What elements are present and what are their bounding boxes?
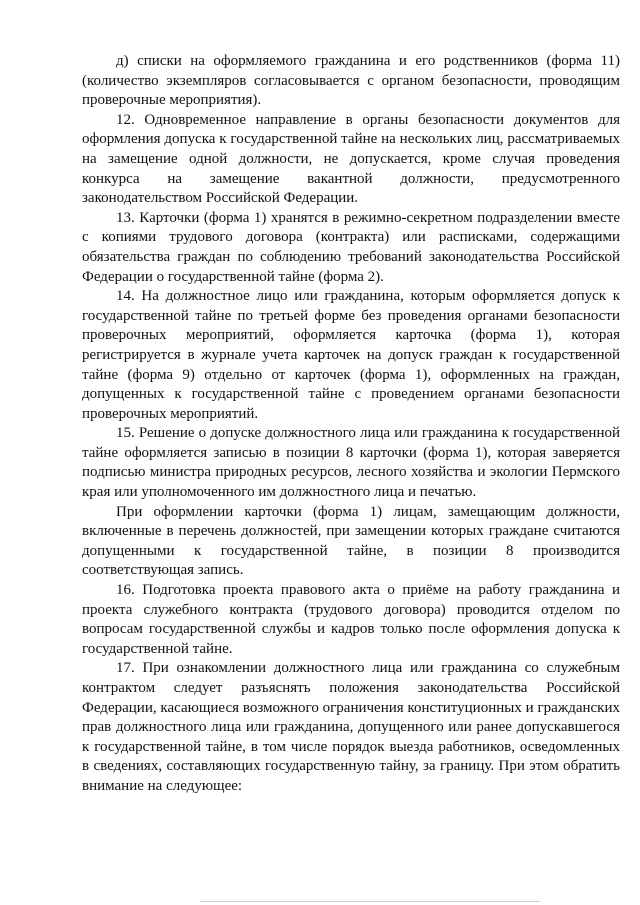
page-bottom-edge <box>200 901 540 902</box>
paragraph-11d: д) списки на оформляемого гражданина и его родственников (форма 11) (количество экземпляров согласовывается с органом безопасности, проводящим проверочные мероприятия). <box>82 53 620 109</box>
paragraph-16: 16. Подготовка проекта правового акта о приёме на работу гражданина и проекта служебного контракта (трудового договора) проводится отделом по вопросам государственной службы и кадров только после оформления допуска к государственной тайне. <box>82 582 620 657</box>
paragraph-15: 15. Решение о допуске должностного лица или гражданина к государственной тайне оформляется записью в позиции 8 карточки (форма 1), которая заверяется подписью министра природных ресурсов, лесного хозяйства и экологии Пермского края или уполномоченного им должностного лица и печатью. <box>82 425 620 501</box>
paragraph-14: 14. На должностное лицо или гражданина, которым оформляется допуск к государственной тайне по третьей форме без проведения органами безопасности проверочных мероприятий, оформляется карточка (форма 1), которая регистрируется в журнале учета карточек на допуск граждан к государственной тайне (форма 9) отдельно от карточек (форма 1), оформленных на граждан, допущенных к государственной тайне с проведением органами безопасности проверочных мероприятий. <box>82 288 620 422</box>
paragraph-12: 12. Одновременное направление в органы безопасности документов для оформления допуска к государственной тайне на нескольких лиц, рассматриваемых на замещение одной должности, не допускается, кроме случая проведения конкурса на замещение вакантной должности, предусмотренного законодательством Российской Федерации. <box>82 111 620 207</box>
paragraph-15-continuation: При оформлении карточки (форма 1) лицам, замещающим должности, включенные в перечень должностей, при замещении которых граждане считаются допущенными к государственной тайне, в позиции 8 производится соответствующая запись. <box>82 503 620 579</box>
document-body <box>82 52 620 797</box>
paragraph-17: 17. При ознакомлении должностного лица или гражданина со служебным контрактом следует разъяснять положения законодательства Российской Федерации, касающиеся возможного ограничения конституционных и гражданских прав должностного лица или гражданина, допущенного или ранее допускавшегося к государственной тайне, в том числе порядок выезда работников, осведомленных в сведениях, составляющих государственную тайну, за границу. При этом обратить внимание на следующее: <box>82 660 620 794</box>
paragraph-13: 13. Карточки (форма 1) хранятся в режимно-секретном подразделении вместе с копиями трудового договора (контракта) или расписками, содержащими обязательства граждан по соблюдению требований законодательства Российской Федерации о государственной тайне (форма 2). <box>82 209 620 285</box>
